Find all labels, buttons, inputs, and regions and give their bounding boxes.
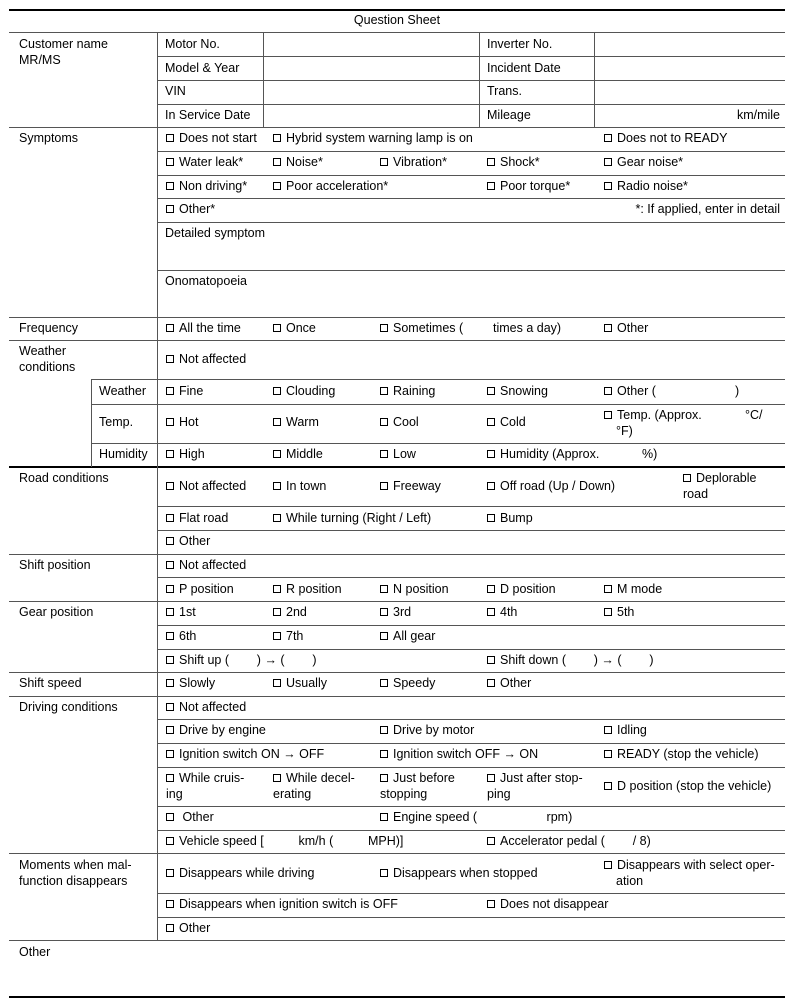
option-in-town[interactable]: In town [273, 479, 326, 494]
checkbox-icon[interactable] [166, 182, 174, 190]
option-middle[interactable]: Middle [273, 447, 323, 462]
option-flat-road[interactable]: Flat road [166, 511, 228, 526]
section-rule [9, 672, 785, 673]
rule [157, 625, 785, 626]
section-rule [9, 127, 785, 128]
checkbox-icon[interactable] [487, 656, 495, 664]
checkbox-icon[interactable] [487, 182, 495, 190]
page-title: Question Sheet [353, 13, 441, 27]
checkbox-icon[interactable] [487, 900, 495, 908]
checkbox-icon[interactable] [380, 869, 388, 877]
onomatopoeia-label: Onomatopoeia [165, 274, 248, 288]
trans-label: Trans. [487, 84, 522, 98]
just-before-stopping-line-2: stopping [380, 787, 428, 801]
checkbox-icon[interactable] [166, 561, 174, 569]
checkbox-icon[interactable] [487, 837, 495, 845]
rule [157, 649, 785, 650]
option-poor-acceleration[interactable]: Poor acceleration* [273, 179, 388, 194]
checkbox-icon[interactable] [683, 474, 691, 482]
option-disappears-while-driving[interactable]: Disappears while driving [166, 866, 314, 881]
rule [157, 222, 785, 223]
humidity-row-label: Humidity [99, 447, 148, 461]
section-rule [9, 853, 785, 854]
option-slowly[interactable]: Slowly [166, 676, 215, 691]
option-non-driving[interactable]: Non driving* [166, 179, 247, 194]
checkbox-icon[interactable] [166, 869, 174, 877]
checkbox-icon[interactable] [166, 418, 174, 426]
option-road-other[interactable]: Other [166, 534, 210, 549]
checkbox-icon[interactable] [273, 324, 281, 332]
driving-conditions-label: Driving conditions [19, 700, 118, 714]
checkbox-icon[interactable] [380, 632, 388, 640]
checkbox-icon[interactable] [380, 813, 388, 821]
option-drive-by-motor[interactable]: Drive by motor [380, 723, 474, 738]
rule [157, 530, 785, 531]
option-noise[interactable]: Noise* [273, 155, 323, 170]
checkbox-icon[interactable] [273, 387, 281, 395]
checkbox-icon[interactable] [604, 782, 612, 790]
checkbox-icon[interactable] [380, 585, 388, 593]
checkbox-icon[interactable] [380, 774, 388, 782]
checkbox-icon[interactable] [487, 585, 495, 593]
deplorable-road-line-2: road [683, 487, 709, 501]
road-conditions-label: Road conditions [19, 471, 109, 485]
rule [157, 270, 785, 271]
option-moments-other[interactable]: Other [166, 921, 210, 936]
model-year-label: Model & Year [165, 61, 240, 75]
rule [157, 719, 785, 720]
option-frequency-other[interactable]: Other [604, 321, 648, 336]
times-a-day-label: times a day) [493, 321, 562, 335]
checkbox-icon[interactable] [487, 418, 495, 426]
checkbox-icon[interactable] [273, 514, 281, 522]
option-disappears-ignition-off[interactable]: Disappears when ignition switch is OFF [166, 897, 398, 912]
checkbox-icon[interactable] [273, 450, 281, 458]
option-gear-noise[interactable]: Gear noise* [604, 155, 683, 170]
checkbox-icon[interactable] [380, 387, 388, 395]
checkbox-icon[interactable] [604, 750, 612, 758]
option-shift-not-affected[interactable]: Not affected [166, 558, 246, 573]
checkbox-icon[interactable] [487, 450, 495, 458]
checkbox-icon[interactable] [273, 608, 281, 616]
option-shift-up[interactable]: Shift up ( ) → ( ) [166, 653, 317, 668]
option-accelerator-pedal[interactable]: Accelerator pedal ( / 8) [487, 834, 651, 849]
checkbox-icon[interactable] [273, 482, 281, 490]
rule [91, 443, 785, 444]
option-water-leak[interactable]: Water leak* [166, 155, 243, 170]
checkbox-icon[interactable] [166, 608, 174, 616]
checkbox-icon[interactable] [604, 585, 612, 593]
option-d-position-stop[interactable]: D position (stop the vehicle) [604, 779, 771, 794]
option-bump[interactable]: Bump [487, 511, 533, 526]
checkbox-icon[interactable] [487, 482, 495, 490]
checkbox-icon[interactable] [487, 514, 495, 522]
option-vehicle-speed[interactable]: Vehicle speed [ km/h ( MPH)] [166, 834, 403, 849]
option-does-not-disappear[interactable]: Does not disappear [487, 897, 608, 912]
checkbox-icon[interactable] [166, 813, 174, 821]
rule [157, 80, 785, 81]
section-rule [9, 940, 785, 941]
checkbox-icon[interactable] [604, 411, 612, 419]
rule [157, 917, 785, 918]
checkbox-icon[interactable] [487, 774, 495, 782]
option-cold[interactable]: Cold [487, 415, 526, 430]
title-rule [9, 32, 785, 33]
checkbox-icon[interactable] [604, 158, 612, 166]
temp-unit-fahrenheit: °F) [616, 424, 633, 438]
checkbox-icon[interactable] [166, 205, 174, 213]
option-n-position[interactable]: N position [380, 582, 449, 597]
rule [157, 806, 785, 807]
section-rule [9, 696, 785, 697]
section-rule [9, 317, 785, 318]
rule [157, 577, 785, 578]
option-all-gear[interactable]: All gear [380, 629, 435, 644]
option-sometimes[interactable]: Sometimes ( [380, 321, 463, 336]
option-humidity-approx[interactable]: Humidity (Approx. [487, 447, 599, 462]
checkbox-icon[interactable] [166, 656, 174, 664]
moments-label-2: function disappears [19, 874, 128, 888]
checkbox-icon[interactable] [166, 703, 174, 711]
motor-no-label: Motor No. [165, 37, 220, 51]
rule [157, 830, 785, 831]
gear-position-label: Gear position [19, 605, 94, 619]
option-just-after-stopping[interactable]: Just after stop- [487, 771, 583, 786]
frequency-label: Frequency [19, 321, 79, 335]
option-clouding[interactable]: Clouding [273, 384, 335, 399]
checkbox-icon[interactable] [166, 900, 174, 908]
option-driving-not-affected[interactable]: Not affected [166, 700, 246, 715]
customer-mrms-label: MR/MS [19, 53, 61, 67]
checkbox-icon[interactable] [166, 632, 174, 640]
while-cruising-line-2: ing [166, 787, 183, 801]
checkbox-icon[interactable] [166, 134, 174, 142]
checkbox-icon[interactable] [166, 726, 174, 734]
checkbox-icon[interactable] [380, 450, 388, 458]
option-symptom-other[interactable]: Other* [166, 202, 215, 217]
checkbox-icon[interactable] [380, 608, 388, 616]
option-ready-stop[interactable]: READY (stop the vehicle) [604, 747, 759, 762]
option-gear-7th[interactable]: 7th [273, 629, 303, 644]
option-shift-down[interactable]: Shift down ( ) → ( ) [487, 653, 654, 668]
detailed-symptom-label: Detailed symptom [165, 226, 266, 240]
option-cool[interactable]: Cool [380, 415, 419, 430]
option-idling[interactable]: Idling [604, 723, 647, 738]
checkbox-icon[interactable] [604, 182, 612, 190]
option-r-position[interactable]: R position [273, 582, 342, 597]
rule [157, 104, 785, 105]
option-snowing[interactable]: Snowing [487, 384, 548, 399]
weather-sub-rule [91, 379, 92, 467]
option-while-cruising[interactable]: While cruis- [166, 771, 244, 786]
checkbox-icon[interactable] [380, 324, 388, 332]
option-gear-6th[interactable]: 6th [166, 629, 196, 644]
checkbox-icon[interactable] [166, 355, 174, 363]
weather-conditions-label-2: conditions [19, 360, 76, 374]
inverter-no-label: Inverter No. [487, 37, 553, 51]
option-poor-torque[interactable]: Poor torque* [487, 179, 570, 194]
checkbox-icon[interactable] [166, 837, 174, 845]
rule [157, 743, 785, 744]
checkbox-icon[interactable] [604, 324, 612, 332]
checkbox-icon[interactable] [487, 608, 495, 616]
option-freeway[interactable]: Freeway [380, 479, 441, 494]
rule [157, 198, 785, 199]
checkbox-icon[interactable] [273, 679, 281, 687]
temp-unit-celsius: °C/ [745, 408, 763, 422]
checkbox-icon[interactable] [166, 679, 174, 687]
checkbox-icon[interactable] [166, 924, 174, 932]
incident-date-label: Incident Date [487, 61, 561, 75]
checkbox-icon[interactable] [487, 387, 495, 395]
rule [91, 379, 785, 380]
checkbox-icon[interactable] [604, 861, 612, 869]
checkbox-icon[interactable] [380, 750, 388, 758]
option-raining[interactable]: Raining [380, 384, 435, 399]
option-disappears-select-operation[interactable]: Disappears with select oper- [604, 858, 775, 873]
symptom-note: *: If applied, enter in detail [635, 202, 780, 216]
checkbox-icon[interactable] [604, 387, 612, 395]
option-ignition-off-on[interactable]: Ignition switch OFF → ON [380, 747, 538, 762]
option-once[interactable]: Once [273, 321, 316, 336]
rule [157, 506, 785, 507]
shift-speed-label: Shift speed [19, 676, 82, 690]
checkbox-icon[interactable] [487, 158, 495, 166]
checkbox-icon[interactable] [273, 158, 281, 166]
customer-column-rule [263, 32, 264, 128]
just-after-stopping-line-2: ping [487, 787, 511, 801]
checkbox-icon[interactable] [166, 750, 174, 758]
option-gear-5th[interactable]: 5th [604, 605, 634, 620]
option-while-turning[interactable]: While turning (Right / Left) [273, 511, 431, 526]
shift-position-label: Shift position [19, 558, 91, 572]
option-shock[interactable]: Shock* [487, 155, 540, 170]
option-all-the-time[interactable]: All the time [166, 321, 241, 336]
checkbox-icon[interactable] [166, 774, 174, 782]
option-not-ready[interactable]: Does not to READY [604, 131, 727, 146]
rule [91, 404, 785, 405]
option-d-position[interactable]: D position [487, 582, 556, 597]
customer-column-rule [594, 32, 595, 128]
checkbox-icon[interactable] [380, 679, 388, 687]
checkbox-icon[interactable] [166, 514, 174, 522]
option-engine-speed[interactable]: Engine speed ( rpm) [380, 810, 572, 825]
rule [157, 175, 785, 176]
rule [157, 151, 785, 152]
section-rule [9, 554, 785, 555]
option-speedy[interactable]: Speedy [380, 676, 435, 691]
option-warm[interactable]: Warm [273, 415, 319, 430]
option-just-before-stopping[interactable]: Just before [380, 771, 455, 786]
checkbox-icon[interactable] [380, 482, 388, 490]
option-vibration[interactable]: Vibration* [380, 155, 447, 170]
humidity-unit: %) [642, 447, 658, 461]
option-deplorable-road[interactable]: Deplorable [683, 471, 756, 486]
option-ignition-on-off[interactable]: Ignition switch ON → OFF [166, 747, 324, 762]
option-usually[interactable]: Usually [273, 676, 327, 691]
option-high[interactable]: High [166, 447, 205, 462]
checkbox-icon[interactable] [166, 450, 174, 458]
option-gear-3rd[interactable]: 3rd [380, 605, 411, 620]
option-weather-other[interactable]: Other ( [604, 384, 656, 399]
rule [157, 56, 785, 57]
checkbox-icon[interactable] [166, 158, 174, 166]
checkbox-icon[interactable] [166, 387, 174, 395]
option-gear-2nd[interactable]: 2nd [273, 605, 307, 620]
option-disappears-when-stopped[interactable]: Disappears when stopped [380, 866, 538, 881]
option-drive-by-engine[interactable]: Drive by engine [166, 723, 266, 738]
option-driving-other[interactable]: Other [166, 810, 214, 825]
section-rule [9, 601, 785, 602]
label-column-rule [157, 32, 158, 941]
option-off-road[interactable]: Off road (Up / Down) [487, 479, 615, 494]
weather-conditions-label: Weather [19, 344, 67, 358]
checkbox-icon[interactable] [273, 182, 281, 190]
rule [157, 767, 785, 768]
mileage-label: Mileage [487, 108, 531, 122]
checkbox-icon[interactable] [273, 418, 281, 426]
checkbox-icon[interactable] [487, 679, 495, 687]
moments-label: Moments when mal- [19, 858, 132, 872]
symptoms-label: Symptoms [19, 131, 79, 145]
bottom-rule [9, 996, 785, 998]
section-rule [9, 466, 785, 468]
option-low[interactable]: Low [380, 447, 416, 462]
option-hot[interactable]: Hot [166, 415, 198, 430]
option-gear-1st[interactable]: 1st [166, 605, 196, 620]
checkbox-icon[interactable] [604, 134, 612, 142]
checkbox-icon[interactable] [273, 774, 281, 782]
checkbox-icon[interactable] [273, 632, 281, 640]
checkbox-icon[interactable] [380, 726, 388, 734]
checkbox-icon[interactable] [166, 324, 174, 332]
vin-label: VIN [165, 84, 186, 98]
checkbox-icon[interactable] [273, 585, 281, 593]
weather-other-close: ) [735, 384, 740, 398]
checkbox-icon[interactable] [166, 482, 174, 490]
while-decelerating-line-2: erating [273, 787, 312, 801]
weather-row-label: Weather [99, 384, 147, 398]
section-rule [9, 340, 785, 341]
checkbox-icon[interactable] [380, 158, 388, 166]
option-hybrid-warning[interactable]: Hybrid system warning lamp is on [273, 131, 473, 146]
mileage-unit: km/mile [736, 108, 780, 122]
rule [157, 893, 785, 894]
select-operation-line-2: ation [616, 874, 644, 888]
option-radio-noise[interactable]: Radio noise* [604, 179, 688, 194]
option-m-mode[interactable]: M mode [604, 582, 662, 597]
option-p-position[interactable]: P position [166, 582, 234, 597]
option-does-not-start[interactable]: Does not start [166, 131, 257, 146]
in-service-date-label: In Service Date [165, 108, 251, 122]
option-fine[interactable]: Fine [166, 384, 203, 399]
option-gear-4th[interactable]: 4th [487, 605, 517, 620]
checkbox-icon[interactable] [166, 537, 174, 545]
option-weather-not-affected[interactable]: Not affected [166, 352, 246, 367]
top-rule [9, 9, 785, 11]
checkbox-icon[interactable] [604, 726, 612, 734]
option-shift-speed-other[interactable]: Other [487, 676, 531, 691]
checkbox-icon[interactable] [380, 418, 388, 426]
customer-name-label: Customer name [19, 37, 108, 51]
option-while-decelerating[interactable]: While decel- [273, 771, 355, 786]
temp-row-label: Temp. [99, 415, 134, 429]
option-road-not-affected[interactable]: Not affected [166, 479, 246, 494]
customer-column-rule [479, 32, 480, 128]
checkbox-icon[interactable] [166, 585, 174, 593]
option-temp-approx[interactable]: Temp. (Approx. [604, 408, 702, 423]
checkbox-icon[interactable] [604, 608, 612, 616]
other-label: Other [19, 945, 51, 959]
checkbox-icon[interactable] [273, 134, 281, 142]
